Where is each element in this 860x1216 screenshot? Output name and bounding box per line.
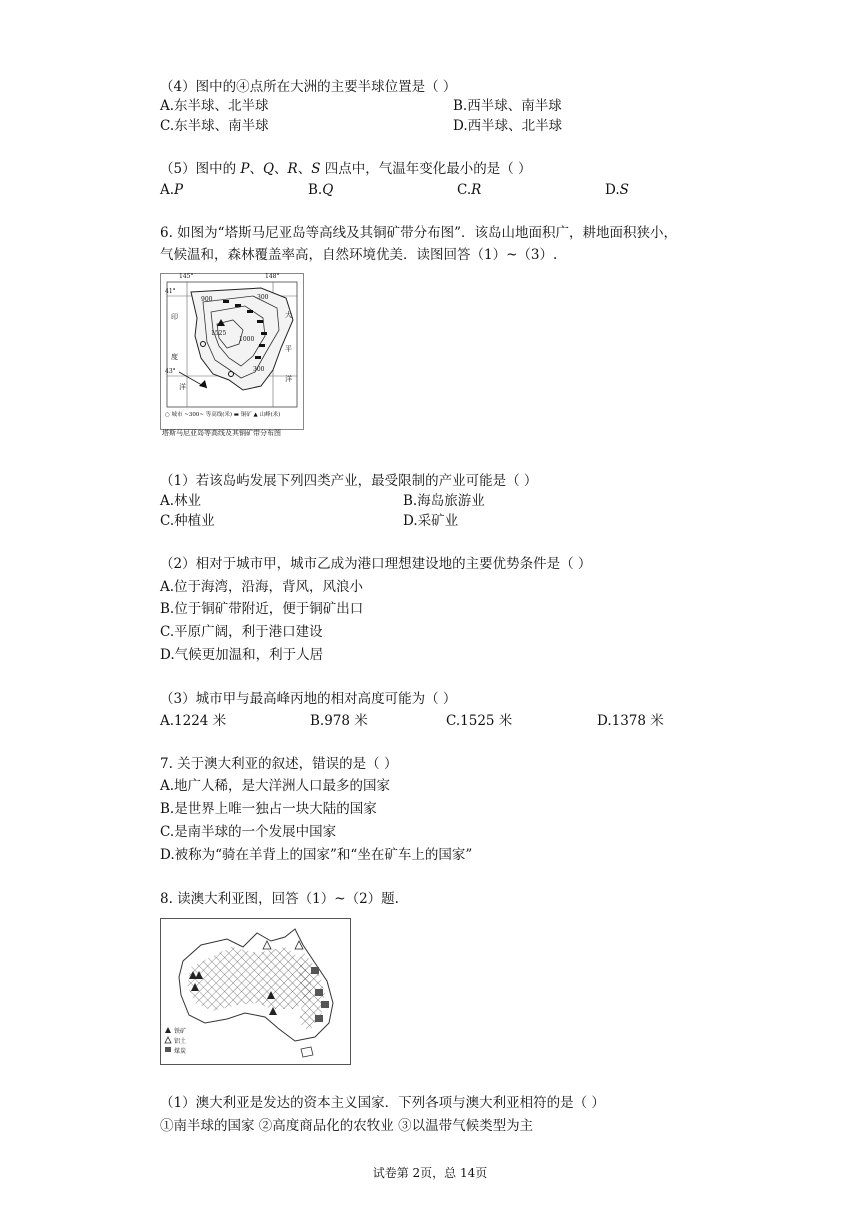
q8-sub1-items: ①南半球的国家 ②高度商品化的农牧业 ③以温带气候类型为主 <box>160 1118 534 1134</box>
q5-sub4-option-a: A.东半球、北半球 <box>160 98 269 114</box>
q6-sub1-option-d: D.采矿业 <box>403 513 459 529</box>
q6-sub3-option-c: C.1525 米 <box>446 713 513 729</box>
q6-sub3-option-b: B.978 米 <box>310 713 368 729</box>
australia-resource-map <box>160 918 351 1065</box>
map-peak-label-1525: 1525 <box>211 330 227 337</box>
q6-sub1-option-a: A.林业 <box>160 493 202 509</box>
q6-sub1-option-b: B.海岛旅游业 <box>403 493 485 509</box>
map-contour-label-1000: 1000 <box>239 336 255 343</box>
map-contour-label-300b: 300 <box>253 366 265 373</box>
q6-sub1-option-c: C.种植业 <box>160 513 215 529</box>
q5-sub5-option-c: C.𝑅 <box>457 182 482 198</box>
q5-sub4-option-c: C.东半球、南半球 <box>160 118 269 134</box>
map-legend: ○ 城市 ~300~ 等高线(米) ▬ 铜矿 ▲ 山峰(米) <box>165 412 281 418</box>
map-char-yang-east: 洋 <box>285 375 292 383</box>
map-lon-label-148: 148° <box>265 273 280 280</box>
map-char-da: 大 <box>285 311 292 319</box>
q5-sub4-option-b: B.西半球、南半球 <box>453 98 562 114</box>
q6-sub2-stem: （2）相对于城市甲，城市乙成为港口理想建设地的主要优势条件是（ ） <box>160 556 592 572</box>
q6-stem-line1: 6. 如图为“塔斯马尼亚岛等高线及其铜矿带分布图”．该岛山地面积广，耕地面积狭小， <box>160 225 677 241</box>
q5-sub4-option-d: D.西半球、北半球 <box>453 118 563 134</box>
q7-stem: 7. 关于澳大利亚的叙述，错误的是（ ） <box>160 756 398 772</box>
q6-sub3-stem: （3）城市甲与最高峰丙地的相对高度可能为（ ） <box>160 691 457 707</box>
map-char-yang-west: 洋 <box>179 383 186 391</box>
q6-sub3-option-a: A.1224 米 <box>160 713 227 729</box>
page-footer: 试卷第 2页，总 14页 <box>372 1166 488 1180</box>
map-lon-label-145: 145° <box>179 273 194 280</box>
legend-iron-ore: 铁矿 <box>174 1028 187 1035</box>
q6-sub1-stem: （1）若该岛屿发展下列四类产业，最受限制的产业可能是（ ） <box>160 473 538 489</box>
q7-option-b: B.是世界上唯一独占一块大陆的国家 <box>160 801 377 817</box>
q6-sub3-option-d: D.1378 米 <box>597 713 664 729</box>
q8-stem: 8. 读澳大利亚图，回答（1）~（2）题. <box>160 891 399 907</box>
map-contour-label-900: 900 <box>201 296 213 303</box>
map-char-yin: 印 <box>171 313 178 321</box>
q5-sub5-option-a: A.𝑃 <box>160 182 184 198</box>
q7-option-c: C.是南半球的一个发展中国家 <box>160 824 337 840</box>
tasmania-map-caption: 塔斯马尼亚岛等高线及其铜矿带分布图 <box>162 429 281 437</box>
legend-bauxite: 铝土 <box>174 1038 187 1045</box>
tasmania-contour-map <box>160 273 304 430</box>
q5-sub5-option-d: D.𝑆 <box>605 182 629 198</box>
map-char-ping: 平 <box>285 345 292 353</box>
map-contour-label-300: 300 <box>257 294 269 301</box>
q7-option-d: D.被称为“骑在羊背上的国家”和“坐在矿车上的国家” <box>160 847 473 863</box>
q8-sub1-stem: （1）澳大利亚是发达的资本主义国家．下列各项与澳大利亚相符的是（ ） <box>160 1095 605 1111</box>
q5-sub5-option-b: B.𝑄 <box>308 182 334 198</box>
q5-sub4-stem: （4）图中的④点所在大洲的主要半球位置是（ ） <box>160 79 457 95</box>
q6-sub2-option-a: A.位于海湾，沿海，背风，风浪小 <box>160 579 364 595</box>
map-char-du: 度 <box>171 353 178 361</box>
q6-sub2-option-d: D.气候更加温和，利于人居 <box>160 647 324 663</box>
q6-sub2-option-c: C.平原广阔，利于港口建设 <box>160 624 323 640</box>
q6-sub2-option-b: B.位于铜矿带附近，便于铜矿出口 <box>160 601 364 617</box>
q6-stem-line2: 气候温和，森林覆盖率高，自然环境优美．读图回答（1）~（3）. <box>160 247 558 263</box>
map-lat-label-43: 43° <box>165 368 176 375</box>
q7-option-a: A.地广人稀，是大洋洲人口最多的国家 <box>160 778 391 794</box>
q5-sub5-stem: （5）图中的 𝑃、𝑄、𝑅、𝑆 四点中，气温年变化最小的是（ ） <box>160 161 532 177</box>
legend-coal: 煤炭 <box>174 1048 187 1055</box>
map-lat-label-41: 41° <box>165 288 176 295</box>
